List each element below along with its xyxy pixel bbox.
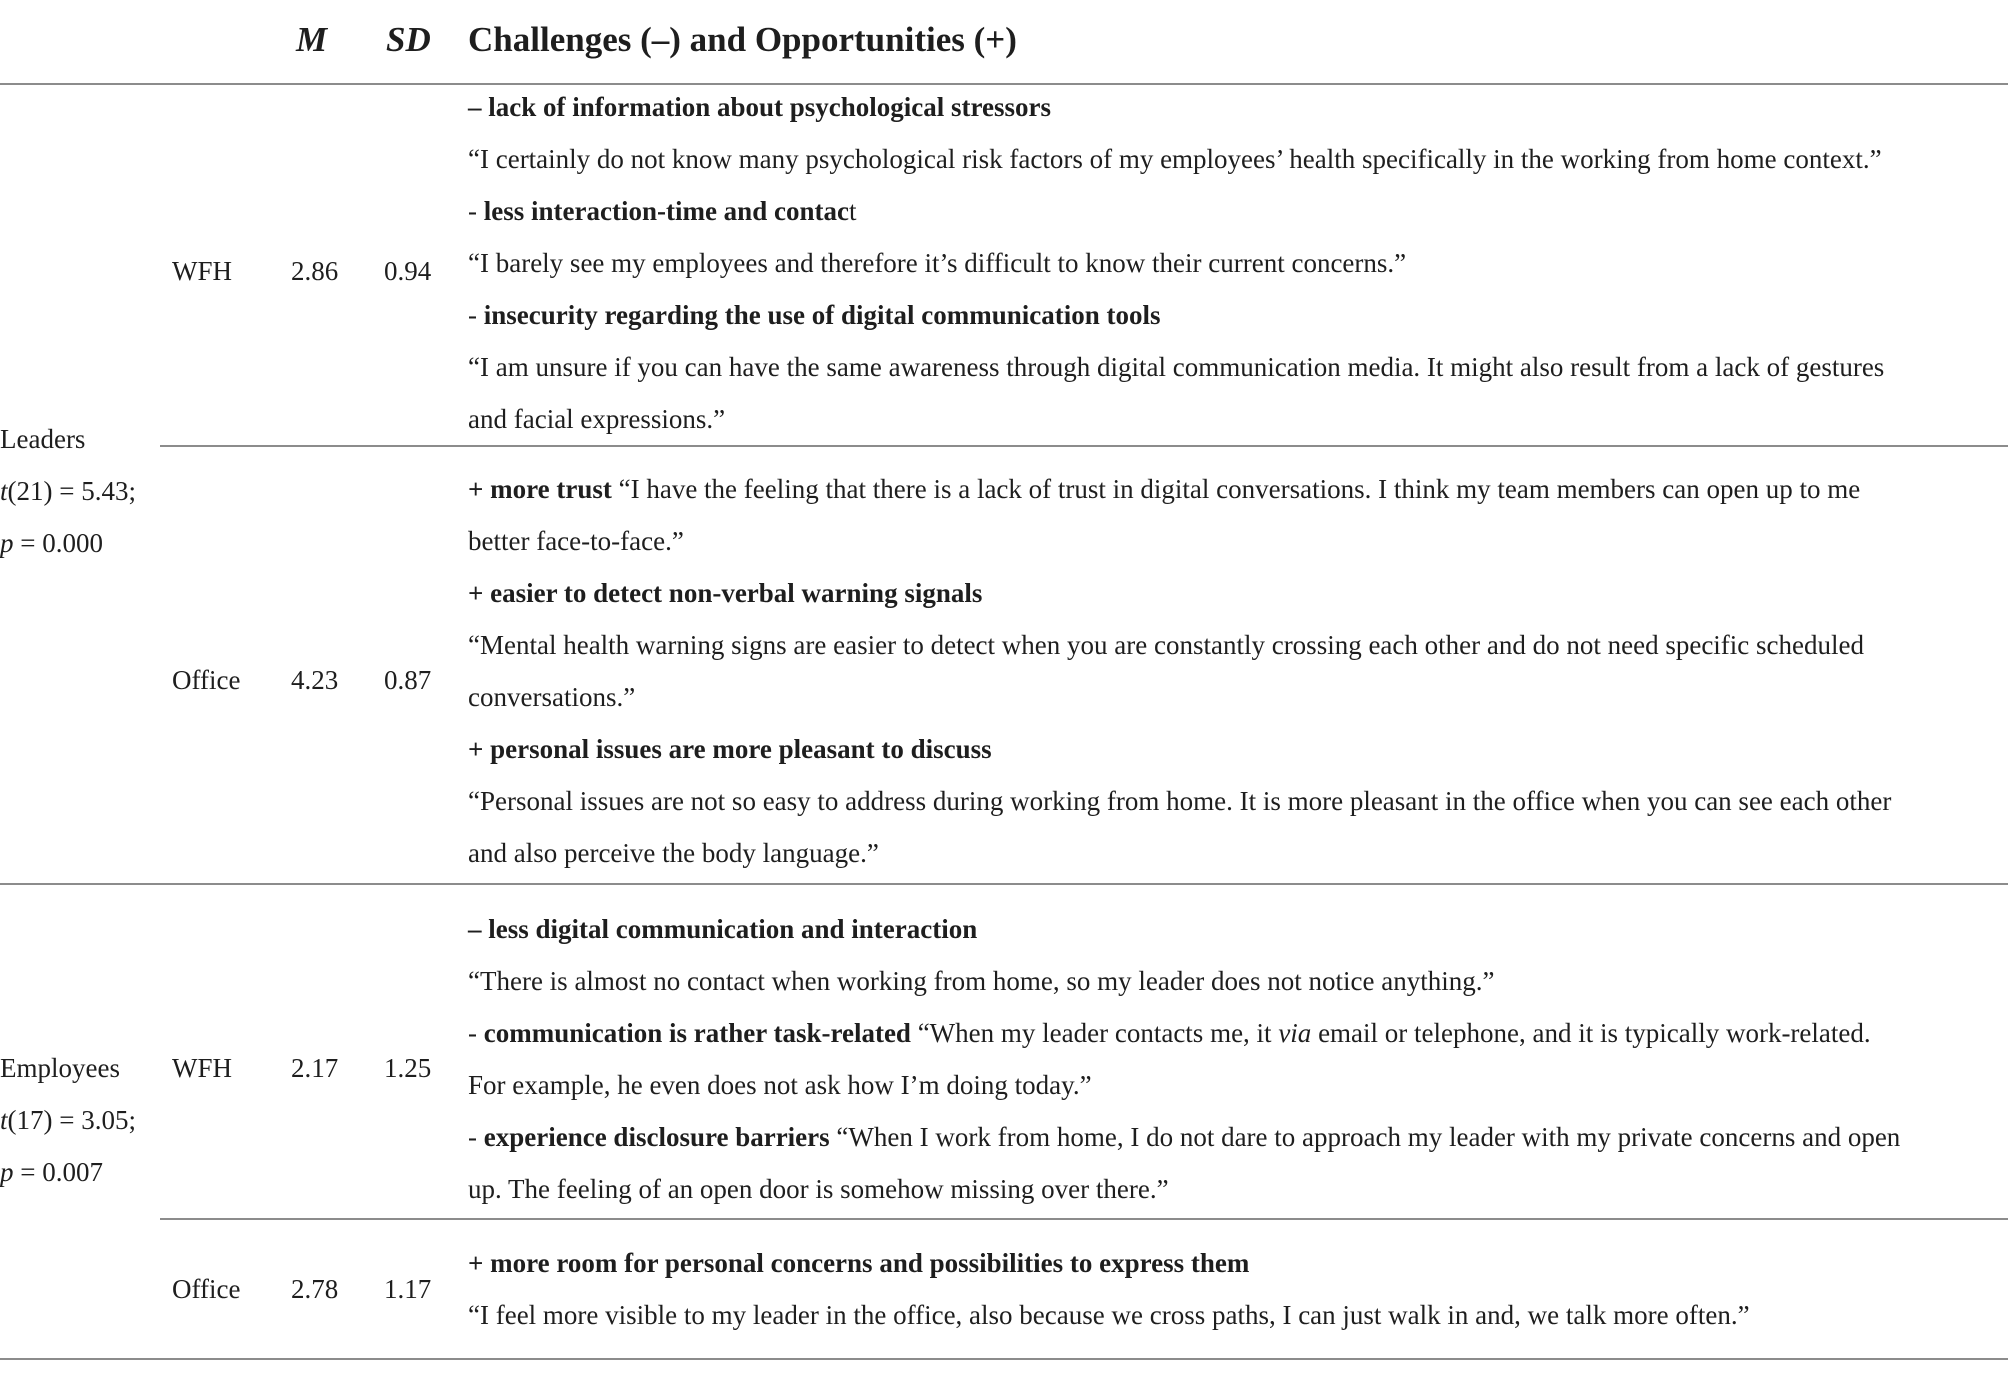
leaders-wfh-item-label: - insecurity regarding the use of digital communication tools xyxy=(468,300,1161,330)
header-sd: SD xyxy=(386,20,431,59)
leaders-wfh-sd: 0.94 xyxy=(384,256,432,286)
leaders-office-item-quote: better face-to-face.” xyxy=(468,526,684,556)
employees-office-sd: 1.17 xyxy=(384,1274,432,1304)
leaders-wfh-item-quote: “I barely see my employees and therefore it’s difficult to know their current concerns.” xyxy=(468,248,1407,278)
employees-wfh-item-quote: up. The feeling of an open door is somehow missing over there.” xyxy=(468,1174,1169,1204)
leaders-office-mean: 4.23 xyxy=(291,665,339,695)
employees-office-mean: 2.78 xyxy=(291,1274,339,1304)
bottom-rule xyxy=(0,1358,2008,1360)
header-challenges: Challenges (–) and Opportunities (+) xyxy=(468,20,1017,59)
employees-wfh-item-label: – less digital communication and interaction xyxy=(468,914,978,944)
employees-office-item-quote: “I feel more visible to my leader in the office, also because we cross paths, I can just walk in and, we talk more often.” xyxy=(468,1300,1750,1330)
leaders-office-item-label: + more trust “I have the feeling that there is a lack of trust in digital conversations. I think my team members can open up to me xyxy=(468,474,1861,504)
leaders-wfh-item-label: – lack of information about psychological stressors xyxy=(468,92,1052,122)
header-mean: M xyxy=(296,20,328,59)
employees-wfh-item-label: - experience disclosure barriers “When I work from home, I do not dare to approach my leader with my private concerns and open xyxy=(468,1122,1901,1152)
employees-mid-rule xyxy=(160,1218,2008,1220)
employees-wfh-mean: 2.17 xyxy=(291,1053,339,1083)
employees-wfh-item-label: - communication is rather task-related “When my leader contacts me, it via email or telephone, and it is typically work-related. xyxy=(468,1018,1871,1048)
leaders-wfh-item-quote: “I certainly do not know many psychological risk factors of my employees’ health specifically in the working from home context.” xyxy=(468,144,1882,174)
employees-wfh-item-quote: “There is almost no contact when working from home, so my leader does not notice anything.” xyxy=(468,966,1495,996)
leaders-office-item-label: + easier to detect non-verbal warning signals xyxy=(468,578,983,608)
leaders-office-setting: Office xyxy=(172,665,241,695)
leaders-office-item-quote: and also perceive the body language.” xyxy=(468,838,879,868)
header-rule xyxy=(0,83,2008,85)
leaders-office-item-quote: conversations.” xyxy=(468,682,636,712)
leaders-mid-rule xyxy=(160,445,2008,447)
leaders-office-item-quote: “Mental health warning signs are easier to detect when you are constantly crossing each other and do not need specific scheduled xyxy=(468,630,1864,660)
employees-p-value: p = 0.007 xyxy=(0,1157,103,1187)
employees-wfh-setting: WFH xyxy=(172,1053,232,1083)
group-divider-rule xyxy=(0,883,2008,885)
employees-group-label: Employees xyxy=(0,1053,120,1083)
leaders-group-label: Leaders xyxy=(0,424,86,454)
employees-office-item-label: + more room for personal concerns and possibilities to express them xyxy=(468,1248,1250,1278)
employees-t-stat: t(17) = 3.05; xyxy=(0,1105,136,1135)
leaders-wfh-setting: WFH xyxy=(172,256,232,286)
employees-wfh-sd: 1.25 xyxy=(384,1053,432,1083)
leaders-office-item-quote: “Personal issues are not so easy to address during working from home. It is more pleasant in the office when you can see each other xyxy=(468,786,1892,816)
leaders-office-sd: 0.87 xyxy=(384,665,432,695)
leaders-p-value: p = 0.000 xyxy=(0,528,103,558)
leaders-wfh-item-label: - less interaction-time and contact xyxy=(468,196,857,226)
leaders-office-item-label: + personal issues are more pleasant to discuss xyxy=(468,734,992,764)
leaders-t-stat: t(21) = 5.43; xyxy=(0,476,136,506)
leaders-wfh-item-quote: “I am unsure if you can have the same awareness through digital communication media. It might also result from a lack of gestures xyxy=(468,352,1885,382)
leaders-wfh-item-quote: and facial expressions.” xyxy=(468,404,726,434)
employees-office-setting: Office xyxy=(172,1274,241,1304)
employees-wfh-item-quote: For example, he even does not ask how I’m doing today.” xyxy=(468,1070,1092,1100)
leaders-wfh-mean: 2.86 xyxy=(291,256,339,286)
